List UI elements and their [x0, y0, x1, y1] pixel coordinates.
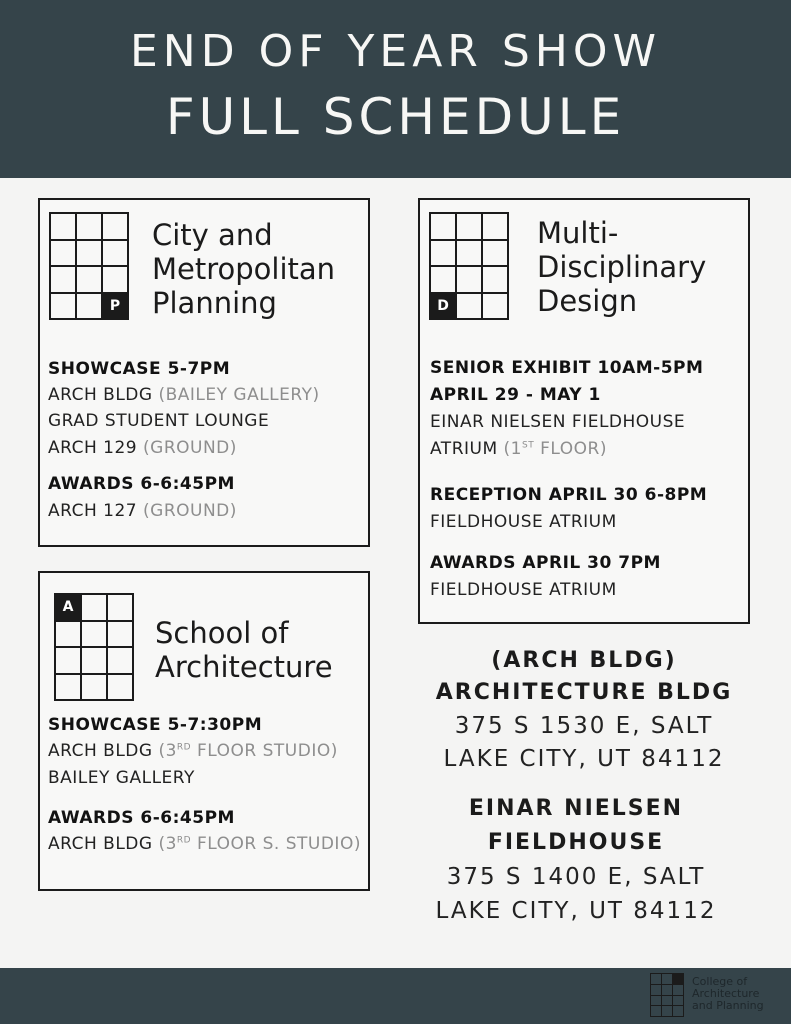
architecture-line-2: BAILEY GALLERY [48, 768, 195, 788]
fieldhouse-address-line2: LAKE CITY, UT 84112 [435, 898, 717, 924]
arch-building-name: ARCHITECTURE BLDG [435, 680, 733, 705]
architecture-line-4: ARCH BLDG (3RD FLOOR S. STUDIO) [48, 834, 361, 854]
planning-awards-heading: AWARDS 6-6:45PM [48, 474, 235, 494]
header-banner [0, 0, 791, 178]
page-title-line2: FULL SCHEDULE [165, 88, 626, 146]
arch-address-line1: 375 S 1530 E, SALT [454, 713, 714, 739]
card-design [418, 198, 750, 624]
planning-grid-icon [49, 212, 129, 320]
arch-alias: (ARCH BLDG) [491, 648, 677, 673]
architecture-grid-icon [54, 593, 134, 701]
planning-badge: P [103, 294, 129, 321]
planning-line-2: GRAD STUDENT LOUNGE [48, 411, 270, 431]
planning-name: City and Metropolitan Planning [152, 218, 336, 320]
page-title-line1: END OF YEAR SHOW [130, 26, 661, 77]
design-line-7: FIELDHOUSE ATRIUM [430, 580, 617, 600]
design-awards: AWARDS APRIL 30 7PM [430, 553, 661, 573]
design-dates: APRIL 29 - MAY 1 [430, 385, 601, 405]
fieldhouse-address-line1: 375 S 1400 E, SALT [446, 864, 706, 890]
card-architecture [38, 571, 370, 891]
design-reception: RECEPTION APRIL 30 6-8PM [430, 485, 708, 505]
planning-line-3: ARCH 129 (GROUND) [48, 438, 237, 458]
card-planning [38, 198, 370, 547]
design-name: Multi- Disciplinary Design [537, 216, 707, 318]
college-logo-text: College of Architecture and Planning [692, 975, 764, 1012]
planning-line-1: ARCH BLDG (BAILEY GALLERY) [48, 385, 320, 405]
college-logo-icon [650, 973, 684, 1017]
design-line-3: ATRIUM (1ST FLOOR) [430, 439, 607, 459]
architecture-name: School of Architecture [155, 616, 333, 684]
architecture-showcase-heading: SHOWCASE 5-7:30PM [48, 715, 263, 735]
architecture-awards-heading: AWARDS 6-6:45PM [48, 808, 235, 828]
architecture-badge: A [56, 595, 82, 622]
design-grid-icon [429, 212, 509, 320]
design-line-5: FIELDHOUSE ATRIUM [430, 512, 617, 532]
fieldhouse-name-line1: EINAR NIELSEN [468, 796, 684, 821]
fieldhouse-name-line2: FIELDHOUSE [487, 830, 665, 855]
design-line-2: EINAR NIELSEN FIELDHOUSE [430, 412, 686, 432]
planning-line-5: ARCH 127 (GROUND) [48, 501, 237, 521]
architecture-line-1: ARCH BLDG (3RD FLOOR STUDIO) [48, 741, 338, 761]
design-senior-exhibit: SENIOR EXHIBIT 10AM-5PM [430, 358, 704, 378]
design-badge: D [431, 294, 457, 321]
arch-address-line2: LAKE CITY, UT 84112 [443, 746, 725, 772]
planning-showcase-heading: SHOWCASE 5-7PM [48, 359, 231, 379]
